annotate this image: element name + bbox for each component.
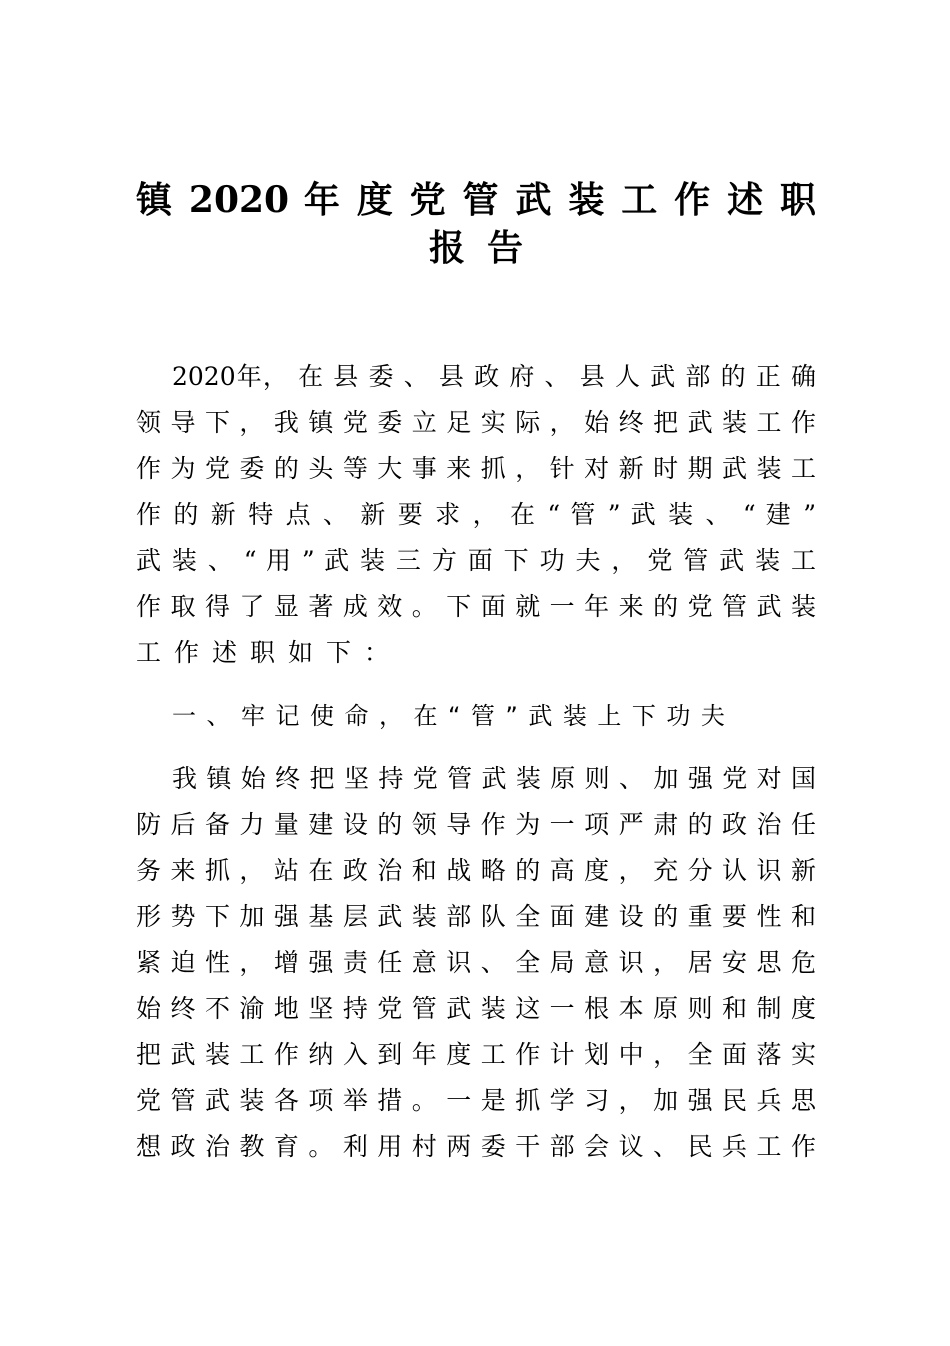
paragraph-2-line-4: 形 势 下 加 强 基 层 武 装 部 队 全 面 建 设 的 重 要 性 和 <box>136 902 816 931</box>
paragraph-2-line-3: 务 来 抓 ， 站 在 政 治 和 战 略 的 高 度 ， 充 分 认 识 新 <box>136 856 816 885</box>
paragraph-1-line-7: 工作述职如下： <box>136 638 403 667</box>
paragraph-1-line-5: 武 装 、 “ 用 ” 武 装 三 方 面 下 功 夫 ， 党 管 武 装 工 <box>136 546 816 575</box>
paragraph-1-line-6: 作 取 得 了 显 著 成 效 。 下 面 就 一 年 来 的 党 管 武 装 <box>136 592 816 621</box>
paragraph-1-line-2: 领 导 下 ， 我 镇 党 委 立 足 实 际 ， 始 终 把 武 装 工 作 <box>136 408 816 437</box>
section-heading-1: 一、牢记使命，在“管”武装上下功夫 <box>172 702 736 730</box>
paragraph-1-line-4: 作 的 新 特 点 、 新 要 求 ， 在 “ 管 ” 武 装 、 “ 建 ” <box>136 500 816 529</box>
paragraph-1-line-3: 作 为 党 委 的 头 等 大 事 来 抓 ， 针 对 新 时 期 武 装 工 <box>136 454 816 483</box>
document-title-line-2: 报告 <box>428 227 545 269</box>
document-title-line-1: 镇 2020 年 度 党 管 武 装 工 作 述 职 <box>136 179 816 221</box>
paragraph-2-line-9: 想 政 治 教 育 。 利 用 村 两 委 干 部 会 议 、 民 兵 工 作 <box>136 1132 816 1161</box>
paragraph-2-line-2: 防 后 备 力 量 建 设 的 领 导 作 为 一 项 严 肃 的 政 治 任 <box>136 810 816 839</box>
paragraph-2-line-8: 党 管 武 装 各 项 举 措 。 一 是 抓 学 习 ， 加 强 民 兵 思 <box>136 1086 816 1115</box>
paragraph-2-line-1: 我 镇 始 终 把 坚 持 党 管 武 装 原 则 、 加 强 党 对 国 <box>172 764 816 793</box>
paragraph-2-line-7: 把 武 装 工 作 纳 入 到 年 度 工 作 计 划 中 ， 全 面 落 实 <box>136 1040 816 1069</box>
paragraph-2-line-6: 始 终 不 渝 地 坚 持 党 管 武 装 这 一 根 本 原 则 和 制 度 <box>136 994 816 1023</box>
paragraph-2-line-5: 紧 迫 性 ， 增 强 责 任 意 识 、 全 局 意 识 ， 居 安 思 危 <box>136 948 816 977</box>
paragraph-1-line-1: 2020年， 在 县 委 、 县 政 府 、 县 人 武 部 的 正 确 <box>172 362 816 391</box>
